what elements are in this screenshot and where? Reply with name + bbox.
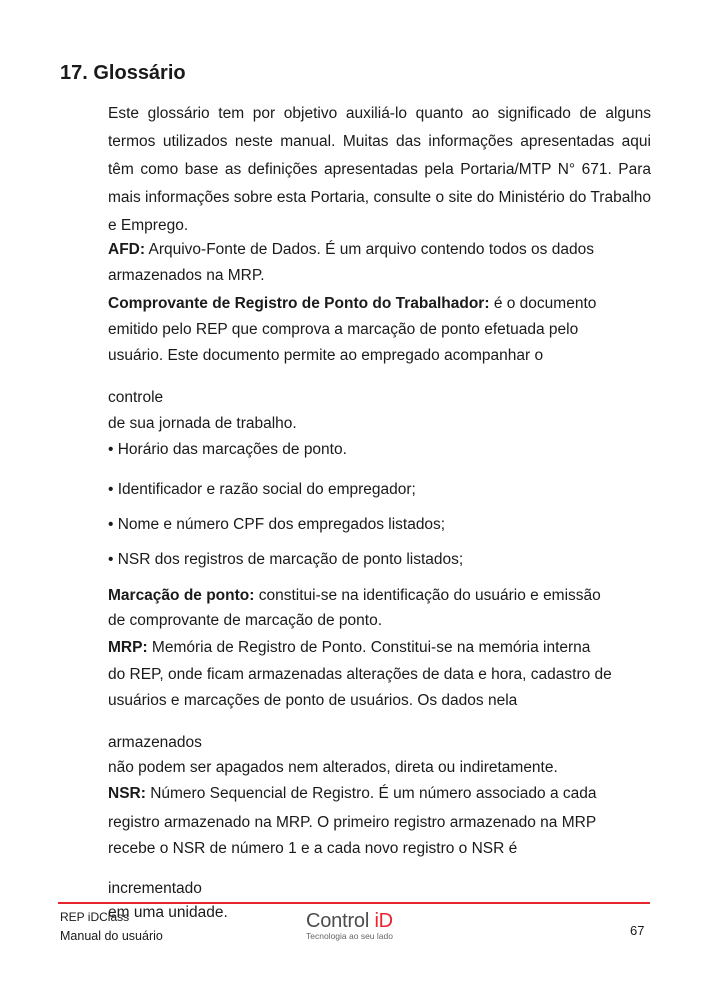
glossary-text: • Horário das marcações de ponto.	[108, 441, 347, 458]
company-logo	[306, 911, 393, 941]
glossary-line	[108, 295, 596, 313]
glossary-text: registro armazenado na MRP. O primeiro registro armazenado na MRP	[108, 814, 597, 831]
glossary-text: usuário. Este documento permite ao empregado acompanhar o	[108, 347, 544, 364]
glossary-line	[108, 321, 578, 339]
glossary-line	[108, 347, 543, 365]
footer-divider	[58, 902, 650, 904]
glossary-line	[108, 516, 445, 534]
logo-tagline: Tecnologia ao seu lado	[306, 931, 393, 941]
glossary-text: controle	[108, 389, 164, 406]
glossary-line	[108, 814, 596, 832]
glossary-text: Arquivo-Fonte de Dados. É um arquivo contendo todos os dados	[145, 241, 594, 258]
logo-accent: iD	[374, 910, 393, 932]
glossary-line	[108, 481, 416, 499]
glossary-text: Memória de Registro de Ponto. Constitui-se na memória interna	[147, 639, 591, 656]
glossary-text: recebe o NSR de número 1 e a cada novo registro o NSR é	[108, 840, 518, 857]
glossary-term: MRP:	[108, 639, 148, 656]
glossary-line	[108, 587, 601, 605]
glossary-term: Marcação de ponto:	[108, 587, 255, 604]
glossary-line	[108, 759, 558, 777]
glossary-line	[108, 734, 202, 752]
glossary-line	[108, 551, 463, 569]
glossary-text: • Identificador e razão social do empregador;	[108, 481, 416, 498]
glossary-line	[108, 880, 202, 898]
glossary-line	[108, 389, 163, 407]
glossary-line	[108, 415, 297, 433]
glossary-text: em uma unidade.	[108, 904, 228, 921]
glossary-text: • NSR dos registros de marcação de ponto listados;	[108, 551, 464, 568]
glossary-text: • Nome e número CPF dos empregados listados;	[108, 516, 446, 533]
glossary-text: de sua jornada de trabalho.	[108, 415, 297, 432]
glossary-text: do REP, onde ficam armazenadas alterações de data e hora, cadastro de	[108, 666, 612, 683]
glossary-line	[108, 267, 265, 285]
document-subtitle: Manual do usuário	[60, 929, 163, 943]
glossary-text: é o documento	[489, 295, 597, 312]
glossary-line	[108, 785, 597, 803]
glossary-term: Comprovante de Registro de Ponto do Trabalhador:	[108, 295, 490, 312]
intro-paragraph: Este glossário tem por objetivo auxiliá-lo quanto ao significado de alguns termos utilizados neste manual. Muitas das informações apresentadas aqui têm como base as definições apresentadas pela Portaria/MTP N° 671. Para mais informações sobre esta Portaria, consulte o site do Ministério do Trabalho e Emprego.	[108, 105, 651, 234]
glossary-text: não podem ser apagados nem alterados, direta ou indiretamente.	[108, 759, 558, 776]
page-number: 67	[630, 923, 645, 938]
glossary-term: AFD:	[108, 241, 146, 258]
glossary-text: armazenados na MRP.	[108, 267, 265, 284]
glossary-text: Número Sequencial de Registro. É um número associado a cada	[145, 785, 597, 802]
glossary-line	[108, 612, 382, 630]
glossary-line	[108, 639, 590, 657]
document-title: REP iDClass	[60, 910, 130, 924]
glossary-text: usuários e marcações de ponto de usuários. Os dados nela	[108, 692, 518, 709]
glossary-term: NSR:	[108, 785, 146, 802]
glossary-text: emitido pelo REP que comprova a marcação de ponto efetuada pelo	[108, 321, 579, 338]
glossary-text: armazenados	[108, 734, 202, 751]
logo-text: Control	[306, 910, 375, 932]
glossary-line	[108, 692, 517, 710]
glossary-line	[108, 840, 517, 858]
glossary-line	[108, 241, 594, 259]
glossary-text: constitui-se na identificação do usuário e emissão	[254, 587, 601, 604]
glossary-text: de comprovante de marcação de ponto.	[108, 612, 383, 629]
glossary-line	[108, 666, 612, 684]
glossary-line	[108, 441, 347, 459]
section-heading: 17. Glossário	[60, 62, 186, 84]
glossary-text: incrementado	[108, 880, 202, 897]
